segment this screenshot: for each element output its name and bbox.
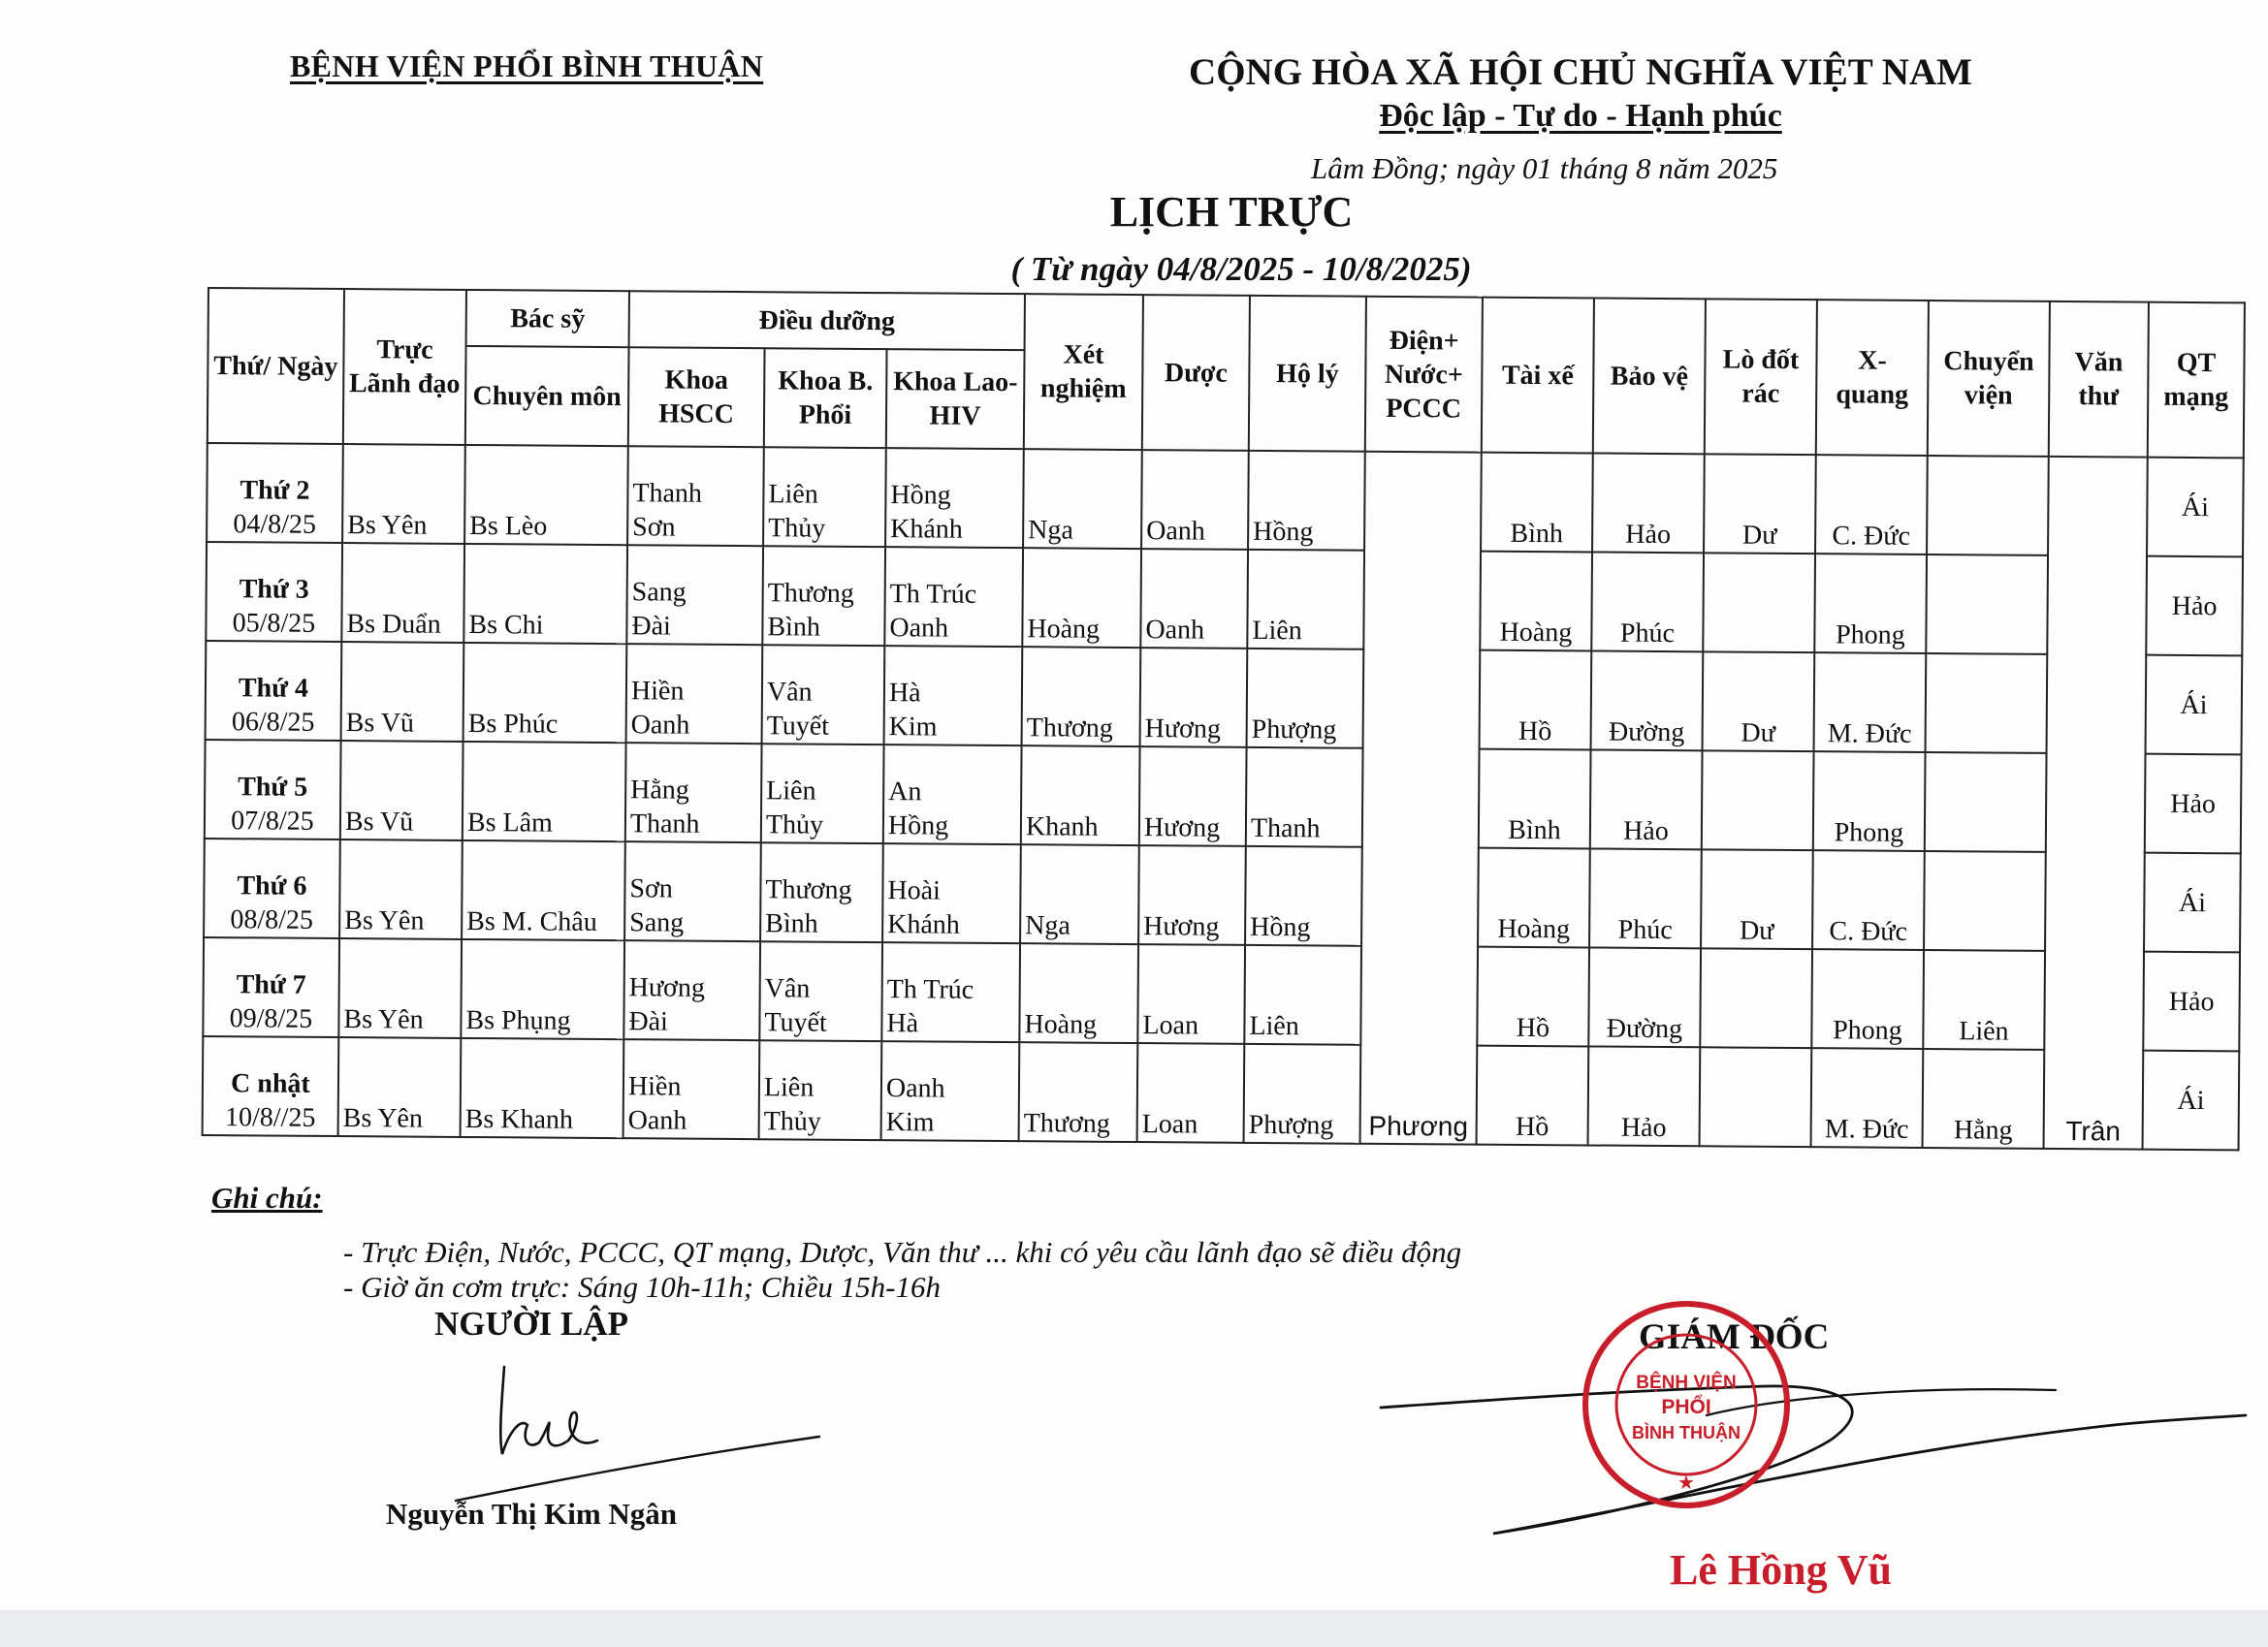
director-signature [1377, 1357, 2250, 1551]
director-title: GIÁM ĐỐC [1639, 1317, 1830, 1357]
nurse-name: Liên [766, 776, 816, 807]
table-row [204, 839, 2241, 952]
weekday: Thứ 5 [238, 772, 308, 803]
date: 09/8/25 [229, 1003, 313, 1034]
nurse-name: Khánh [890, 514, 963, 545]
network-cell: Hảo [2145, 754, 2242, 854]
nurse-name: Oanh [889, 613, 949, 644]
tb-hiv-cell [884, 547, 1023, 647]
col-specialist: Chuyên môn [465, 346, 629, 446]
nurse-name: Sang [629, 907, 685, 938]
col-clerk: Văn thư [2049, 301, 2149, 458]
document-title: LỊCH TRỰC [1109, 188, 1354, 236]
xray-cell: M. Đức [1814, 652, 1927, 752]
orderly-cell: Liên [1244, 945, 1361, 1045]
table-row [203, 1036, 2240, 1150]
col-pharmacy: Dược [1142, 295, 1250, 451]
nurse-name: Khánh [887, 909, 960, 940]
weekday: Thứ 7 [236, 969, 306, 1000]
nurse-name: Hiền [630, 676, 685, 707]
incinerator-cell: Dư [1701, 849, 1813, 949]
day-cell [206, 542, 342, 642]
nurse-name: Tuyết [766, 711, 830, 742]
security-cell: Hảo [1592, 453, 1705, 553]
orderly-cell: Hồng [1248, 451, 1365, 551]
col-utilities: Điện+ Nước+ PCCC [1365, 297, 1483, 453]
nurse-name: Vân [766, 677, 813, 708]
incinerator-cell [1702, 750, 1814, 850]
network-cell: Ái [2144, 853, 2241, 953]
security-cell: Đường [1591, 650, 1704, 750]
pharmacy-cell: Loan [1137, 1043, 1245, 1143]
nurse-name: Oanh [885, 1073, 945, 1104]
date: 06/8/25 [231, 707, 315, 738]
hscc-cell [623, 1039, 760, 1139]
driver-cell: Hồ [1480, 650, 1592, 750]
weekday: Thứ 3 [239, 574, 309, 605]
lung-cell [759, 941, 882, 1041]
nurse-name: Hồng [890, 480, 951, 511]
col-leader: Trực Lãnh đạo [343, 289, 466, 445]
lab-cell: Nga [1023, 449, 1142, 549]
weekday: Thứ 6 [237, 871, 307, 902]
network-cell: Ái [2143, 1051, 2240, 1151]
nurse-name: Bình [767, 612, 821, 643]
col-day: Thứ/ Ngày [208, 288, 344, 444]
tb-hiv-cell [882, 843, 1021, 943]
lab-cell: Khanh [1021, 745, 1140, 845]
nurse-name: Kim [885, 1107, 935, 1138]
col-specialist-staff: Chuyển viện [1928, 301, 2050, 457]
col-incinerator: Lò đốt rác [1705, 299, 1817, 455]
leader-cell: Bs Yên [342, 444, 465, 544]
nurse-name: Hiền [627, 1071, 682, 1102]
director-name: Lê Hồng Vũ [1670, 1546, 1893, 1594]
nurse-name: Th Trúc [889, 579, 977, 610]
official-stamp [1581, 1299, 1792, 1510]
nurse-name: Liên [768, 479, 818, 510]
date: 10/8//25 [224, 1102, 316, 1133]
col-network: QT mạng [2148, 302, 2245, 459]
table-row [207, 443, 2244, 556]
nurse-name: Thủy [768, 513, 826, 544]
date: 08/8/25 [230, 904, 314, 935]
utilities-cell: Phương [1360, 452, 1482, 1145]
col-hscc: Khoa HSCC [628, 347, 765, 447]
leader-cell: Bs Duẩn [341, 543, 464, 643]
lung-cell [760, 842, 883, 942]
svg-text:BÌNH THUẬN: BÌNH THUẬN [1632, 1423, 1741, 1442]
national-header [1144, 50, 2017, 135]
col-group-nursing: Điều dưỡng [629, 291, 1025, 350]
hscc-cell [625, 743, 762, 842]
day-cell [203, 1036, 339, 1136]
nation-name: CỘNG HÒA XÃ HỘI CHỦ NGHĨA VIỆT NAM [1189, 51, 1972, 93]
lab-cell: Thương [1022, 647, 1141, 746]
pharmacy-cell: Loan [1137, 944, 1245, 1044]
specialist-cell: Bs Chi [463, 544, 627, 644]
lung-cell [762, 645, 885, 744]
day-cell [206, 641, 342, 741]
table-row [206, 641, 2243, 754]
nurse-name: Thương [767, 578, 854, 609]
nurse-name: Th Trúc [886, 974, 974, 1005]
nurse-name: Sơn [632, 512, 676, 543]
svg-text:BỆNH VIỆN: BỆNH VIỆN [1636, 1373, 1737, 1393]
weekday: Thứ 4 [238, 673, 309, 704]
hospital-name: BỆNH VIỆN PHỔI BÌNH THUẬN [290, 48, 764, 83]
day-cell [203, 937, 339, 1037]
pharmacy-cell: Oanh [1140, 549, 1248, 649]
driver-cell: Hoàng [1480, 552, 1592, 651]
nurse-name: Bình [765, 908, 818, 939]
nurse-name: Thương [765, 874, 852, 905]
network-cell: Ái [2146, 655, 2243, 755]
nurse-name: Đài [628, 1006, 669, 1037]
nurse-name: Kim [888, 712, 938, 743]
orderly-cell: Thanh [1246, 747, 1363, 847]
nurse-name: Sang [631, 577, 687, 608]
driver-cell: Hồ [1477, 1046, 1589, 1146]
leader-cell: Bs Vũ [341, 642, 464, 742]
nurse-name: Đài [631, 611, 671, 642]
specialist-cell: Bs Lâm [463, 742, 626, 841]
specialist-cell: Bs Khanh [461, 1038, 624, 1138]
col-xray: X- quang [1816, 300, 1929, 456]
col-tb-hiv: Khoa Lao-HIV [886, 349, 1025, 449]
col-orderly: Hộ lý [1249, 296, 1366, 452]
xray-cell: C. Đức [1815, 455, 1928, 554]
lung-cell [759, 1040, 882, 1140]
day-cell [205, 740, 341, 839]
security-cell: Phúc [1589, 848, 1702, 948]
driver-cell: Hoàng [1478, 848, 1590, 948]
col-group-doctor: Bác sỹ [466, 290, 629, 347]
specialist-staff-cell [1927, 456, 2049, 555]
preparer-title: NGƯỜI LẬP [434, 1305, 628, 1343]
nurse-name: Tuyết [764, 1007, 827, 1038]
driver-cell: Hồ [1477, 947, 1589, 1047]
nurse-name: Oanh [630, 710, 690, 741]
weekday: C nhật [231, 1068, 310, 1099]
nurse-name: Thủy [763, 1106, 821, 1137]
nurse-name: Sơn [629, 873, 673, 904]
specialist-staff-cell [1926, 653, 2048, 753]
scan-edge [0, 1610, 2268, 1647]
tb-hiv-cell [881, 1041, 1020, 1141]
lung-cell [763, 447, 886, 547]
leader-cell: Bs Vũ [340, 741, 463, 840]
pharmacy-cell: Hương [1138, 845, 1246, 945]
tb-hiv-cell [883, 744, 1022, 844]
security-cell: Hảo [1588, 1046, 1701, 1146]
specialist-staff-cell [1924, 851, 2046, 951]
table-row [205, 740, 2242, 853]
col-driver: Tài xế [1482, 298, 1594, 454]
day-cell [204, 839, 340, 938]
nurse-name: Thanh [632, 478, 703, 509]
table-row [206, 542, 2243, 655]
nurse-name: Hoài [887, 875, 942, 906]
weekday: Thứ 2 [240, 475, 310, 506]
incinerator-cell: Dư [1703, 651, 1815, 751]
leader-cell: Bs Yên [338, 938, 462, 1038]
network-cell: Ái [2147, 458, 2244, 557]
incinerator-cell [1700, 1047, 1812, 1147]
xray-cell: M. Đức [1811, 1048, 1924, 1148]
security-cell: Phúc [1591, 552, 1704, 651]
specialist-cell: Bs Phụng [461, 939, 624, 1039]
nurse-name: Hương [628, 972, 706, 1003]
hscc-cell [623, 940, 760, 1040]
network-cell: Hảo [2143, 952, 2240, 1052]
xray-cell: Phong [1813, 751, 1926, 851]
hscc-cell [626, 545, 763, 645]
specialist-staff-cell [1925, 752, 2047, 852]
clerk-cell: Trân [2044, 457, 2148, 1150]
col-security: Bảo vệ [1593, 298, 1706, 454]
nurse-name: Thanh [629, 808, 700, 839]
table-row [203, 937, 2240, 1051]
specialist-cell: Bs Lèo [464, 445, 628, 545]
pharmacy-cell: Oanh [1141, 450, 1249, 550]
svg-text:PHỔI: PHỔI [1661, 1396, 1711, 1418]
lung-cell [761, 744, 884, 843]
date-range: ( Từ ngày 04/8/2025 - 10/8/2025) [1010, 250, 1472, 288]
nurse-name: An [888, 776, 922, 808]
orderly-cell: Phượng [1244, 1044, 1361, 1144]
lab-cell: Thương [1019, 1042, 1138, 1142]
orderly-cell: Hồng [1245, 846, 1362, 946]
roster-body [203, 443, 2244, 1150]
tb-hiv-cell [885, 448, 1024, 548]
date: 04/8/25 [233, 509, 317, 540]
national-motto: Độc lập - Tự do - Hạnh phúc [1379, 98, 1782, 134]
col-lab: Xét nghiệm [1024, 294, 1143, 450]
pharmacy-cell: Hương [1139, 746, 1247, 846]
driver-cell: Bình [1479, 749, 1591, 849]
specialist-staff-cell: Liên [1923, 950, 2045, 1050]
pharmacy-cell: Hương [1140, 648, 1248, 747]
xray-cell: Phong [1811, 949, 1924, 1049]
date: 07/8/25 [231, 806, 314, 837]
date: 05/8/25 [232, 608, 316, 639]
incinerator-cell [1703, 553, 1815, 652]
day-cell [207, 443, 343, 543]
col-lung: Khoa B. Phổi [764, 348, 887, 448]
lab-cell: Hoàng [1022, 548, 1141, 648]
notes-heading: Ghi chú: [211, 1181, 323, 1215]
nurse-name: Hà [888, 678, 921, 709]
note-item: - Trực Điện, Nước, PCCC, QT mạng, Dược, Văn thư ... khi có yêu cầu lãnh đạo sẽ điều động [343, 1235, 1462, 1269]
orderly-cell: Liên [1247, 550, 1364, 649]
place-date: Lâm Đồng; ngày 01 tháng 8 năm 2025 [1311, 151, 1778, 185]
nurse-name: Hằng [630, 775, 689, 806]
specialist-staff-cell [1926, 554, 2048, 654]
hscc-cell [624, 841, 761, 941]
nurse-name: Liên [763, 1072, 815, 1103]
specialist-staff-cell: Hằng [1923, 1049, 2045, 1149]
incinerator-cell: Dư [1704, 454, 1816, 554]
svg-text:★: ★ [1677, 1473, 1695, 1494]
network-cell: Hảo [2146, 556, 2243, 656]
xray-cell: C. Đức [1812, 850, 1925, 950]
incinerator-cell [1700, 948, 1812, 1048]
leader-cell: Bs Yên [338, 1037, 462, 1137]
tb-hiv-cell [884, 646, 1023, 745]
specialist-cell: Bs Phúc [463, 643, 627, 743]
nurse-name: Hà [886, 1008, 919, 1039]
preparer-signature [427, 1357, 834, 1512]
leader-cell: Bs Yên [339, 839, 463, 939]
security-cell: Đường [1588, 947, 1701, 1047]
xray-cell: Phong [1814, 554, 1927, 653]
nurse-name: Vân [764, 973, 811, 1004]
duty-roster-table [202, 287, 2246, 1151]
hscc-cell [627, 446, 764, 546]
orderly-cell: Phượng [1247, 649, 1364, 748]
lung-cell [762, 546, 885, 646]
hscc-cell [626, 644, 763, 744]
lab-cell: Nga [1020, 844, 1139, 944]
preparer-name: Nguyễn Thị Kim Ngân [386, 1497, 678, 1531]
note-item: - Giờ ăn cơm trực: Sáng 10h-11h; Chiều 15h-16h [343, 1270, 941, 1304]
lab-cell: Hoàng [1019, 943, 1138, 1043]
nurse-name: Oanh [627, 1105, 687, 1136]
nurse-name: Hồng [887, 810, 949, 841]
nurse-name: Thủy [765, 809, 824, 840]
tb-hiv-cell [881, 942, 1020, 1042]
specialist-cell: Bs M. Châu [462, 840, 625, 940]
security-cell: Hảo [1590, 749, 1703, 849]
driver-cell: Bình [1481, 453, 1593, 553]
